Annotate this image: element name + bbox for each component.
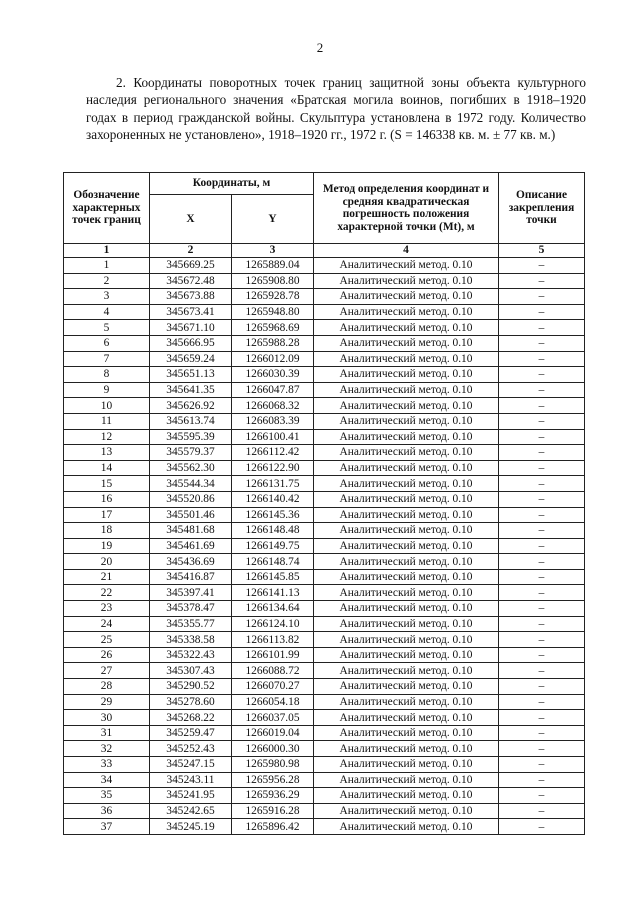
table-row [64,491,585,507]
point-number-cell: 33 [64,757,150,773]
table-row [64,367,585,383]
fixing-description-cell: – [499,320,585,336]
y-coordinate-cell: 1265889.04 [232,258,314,274]
table-row [64,741,585,757]
method-cell: Аналитический метод. 0.10 [314,382,499,398]
method-cell: Аналитический метод. 0.10 [314,460,499,476]
table-row [64,304,585,320]
x-coordinate-cell: 345416.87 [150,569,232,585]
point-number-cell: 23 [64,601,150,617]
method-cell: Аналитический метод. 0.10 [314,273,499,289]
table-row [64,460,585,476]
y-coordinate-cell: 1266054.18 [232,694,314,710]
y-coordinate-cell: 1266019.04 [232,725,314,741]
point-number-cell: 34 [64,772,150,788]
coordinates-header: Координаты, м [150,173,314,195]
y-coordinate-cell: 1266100.41 [232,429,314,445]
fixing-description-cell: – [499,460,585,476]
table-row [64,523,585,539]
method-cell: Аналитический метод. 0.10 [314,367,499,383]
table-row [64,632,585,648]
table-row [64,538,585,554]
point-number-cell: 1 [64,258,150,274]
point-number-cell: 15 [64,476,150,492]
x-coordinate-cell: 345669.25 [150,258,232,274]
x-coordinate-cell: 345671.10 [150,320,232,336]
fixing-description-cell: – [499,741,585,757]
y-coordinate-cell: 1266083.39 [232,413,314,429]
y-coordinate-cell: 1265928.78 [232,289,314,305]
x-coordinate-cell: 345501.46 [150,507,232,523]
method-cell: Аналитический метод. 0.10 [314,335,499,351]
column-number: 1 [64,244,150,258]
y-coordinate-cell: 1266000.30 [232,741,314,757]
point-number-cell: 12 [64,429,150,445]
point-number-cell: 26 [64,647,150,663]
point-number-cell: 11 [64,413,150,429]
table-row [64,819,585,835]
column-number: 4 [314,244,499,258]
table-row [64,569,585,585]
y-coordinate-cell: 1265980.98 [232,757,314,773]
table-row [64,554,585,570]
x-coordinate-cell: 345659.24 [150,351,232,367]
y-coordinate-cell: 1265956.28 [232,772,314,788]
fixing-description-cell: – [499,819,585,835]
point-number-cell: 24 [64,616,150,632]
fixing-description-cell: – [499,772,585,788]
x-coordinate-cell: 345666.95 [150,335,232,351]
x-coordinate-cell: 345338.58 [150,632,232,648]
fixing-description-cell: – [499,679,585,695]
table-row [64,429,585,445]
fixing-description-cell: – [499,632,585,648]
fixing-description-cell: – [499,523,585,539]
fixing-description-cell: – [499,398,585,414]
coordinates-table [63,172,585,835]
method-cell: Аналитический метод. 0.10 [314,445,499,461]
x-coordinate-cell: 345241.95 [150,788,232,804]
table-row [64,710,585,726]
x-coordinate-cell: 345252.43 [150,741,232,757]
y-coordinate-cell: 1266088.72 [232,663,314,679]
y-coordinate-cell: 1266068.32 [232,398,314,414]
point-number-cell: 9 [64,382,150,398]
x-coordinate-cell: 345520.86 [150,491,232,507]
method-cell: Аналитический метод. 0.10 [314,757,499,773]
fixing-description-cell: – [499,803,585,819]
fixing-description-cell: – [499,476,585,492]
column-number: 5 [499,244,585,258]
y-coordinate-cell: 1266141.13 [232,585,314,601]
table-row [64,335,585,351]
y-coordinate-cell: 1266148.48 [232,523,314,539]
fixing-description-cell: – [499,304,585,320]
method-cell: Аналитический метод. 0.10 [314,694,499,710]
y-coordinate-cell: 1266030.39 [232,367,314,383]
point-number-cell: 31 [64,725,150,741]
x-coordinate-cell: 345355.77 [150,616,232,632]
x-coordinate-cell: 345544.34 [150,476,232,492]
method-cell: Аналитический метод. 0.10 [314,538,499,554]
point-number-cell: 10 [64,398,150,414]
section-heading: 2. Координаты поворотных точек границ защитной зоны объекта культурного наследия регионального значения «Братская могила воинов, погибших в 1918–1920 годах в период гражданской войны. Скульптура установлена в 1972 году. Количество захороненных не установлено», 1918–1920 гг., 1972 г. (S = 146338 кв. м. ± 77 кв. м.) [86,75,586,143]
column-number: 2 [150,244,232,258]
point-number-cell: 30 [64,710,150,726]
method-cell: Аналитический метод. 0.10 [314,320,499,336]
table-row [64,694,585,710]
table-row [64,647,585,663]
fixing-description-cell: – [499,710,585,726]
y-coordinate-cell: 1266037.05 [232,710,314,726]
y-coordinate-cell: 1266124.10 [232,616,314,632]
point-number-cell: 19 [64,538,150,554]
table-row [64,398,585,414]
table-row [64,616,585,632]
fixing-description-cell: – [499,445,585,461]
table-row [64,757,585,773]
fixing-description-cell: – [499,569,585,585]
fixing-description-cell: – [499,382,585,398]
method-cell: Аналитический метод. 0.10 [314,476,499,492]
method-cell: Аналитический метод. 0.10 [314,554,499,570]
fixing-description-cell: – [499,289,585,305]
method-cell: Аналитический метод. 0.10 [314,647,499,663]
x-coordinate-cell: 345436.69 [150,554,232,570]
table-row [64,663,585,679]
table-row [64,507,585,523]
x-coordinate-cell: 345673.88 [150,289,232,305]
method-cell: Аналитический метод. 0.10 [314,304,499,320]
point-number-cell: 2 [64,273,150,289]
point-number-cell: 22 [64,585,150,601]
point-number-cell: 32 [64,741,150,757]
x-coordinate-cell: 345461.69 [150,538,232,554]
y-coordinate-cell: 1266047.87 [232,382,314,398]
fixing-description-cell: – [499,258,585,274]
fixing-description-cell: – [499,538,585,554]
method-cell: Аналитический метод. 0.10 [314,351,499,367]
point-number-cell: 6 [64,335,150,351]
method-cell: Аналитический метод. 0.10 [314,585,499,601]
y-coordinate-cell: 1266012.09 [232,351,314,367]
y-coordinate-cell: 1266148.74 [232,554,314,570]
table-row [64,382,585,398]
x-header: X [150,195,232,244]
method-cell: Аналитический метод. 0.10 [314,819,499,835]
fixing-description-cell: – [499,507,585,523]
table-row [64,585,585,601]
point-number-cell: 36 [64,803,150,819]
y-coordinate-cell: 1266113.82 [232,632,314,648]
point-number-cell: 14 [64,460,150,476]
fixing-description-cell: – [499,788,585,804]
x-coordinate-cell: 345307.43 [150,663,232,679]
table-row [64,476,585,492]
y-coordinate-cell: 1266122.90 [232,460,314,476]
fixing-description-cell: – [499,757,585,773]
method-cell: Аналитический метод. 0.10 [314,258,499,274]
table-row [64,320,585,336]
y-coordinate-cell: 1265936.29 [232,788,314,804]
method-cell: Аналитический метод. 0.10 [314,741,499,757]
table-row [64,351,585,367]
y-coordinate-cell: 1265968.69 [232,320,314,336]
x-coordinate-cell: 345673.41 [150,304,232,320]
method-cell: Аналитический метод. 0.10 [314,725,499,741]
y-coordinate-cell: 1266140.42 [232,491,314,507]
page-number: 2 [316,40,324,55]
y-coordinate-cell: 1266145.85 [232,569,314,585]
table-row [64,772,585,788]
fixing-description-cell: – [499,601,585,617]
y-coordinate-cell: 1265896.42 [232,819,314,835]
table-row [64,445,585,461]
x-coordinate-cell: 345397.41 [150,585,232,601]
table-body [64,258,585,835]
x-coordinate-cell: 345245.19 [150,819,232,835]
method-cell: Аналитический метод. 0.10 [314,710,499,726]
y-coordinate-cell: 1266101.99 [232,647,314,663]
x-coordinate-cell: 345613.74 [150,413,232,429]
fixing-description-cell: – [499,663,585,679]
y-coordinate-cell: 1266112.42 [232,445,314,461]
method-header: Метод определения координат и средняя квадратическая погрешность положения характерной точки (Mt), м [314,173,499,244]
x-coordinate-cell: 345243.11 [150,772,232,788]
y-coordinate-cell: 1265908.80 [232,273,314,289]
point-number-cell: 17 [64,507,150,523]
fixing-description-cell: – [499,616,585,632]
point-number-cell: 5 [64,320,150,336]
x-coordinate-cell: 345322.43 [150,647,232,663]
point-number-cell: 16 [64,491,150,507]
y-coordinate-cell: 1266131.75 [232,476,314,492]
table-row [64,413,585,429]
fixing-description-cell: – [499,491,585,507]
method-cell: Аналитический метод. 0.10 [314,413,499,429]
point-designation-header: Обозначение характерных точек границ [64,173,150,244]
method-cell: Аналитический метод. 0.10 [314,788,499,804]
method-cell: Аналитический метод. 0.10 [314,289,499,305]
fixing-description-cell: – [499,429,585,445]
point-number-cell: 27 [64,663,150,679]
point-number-cell: 20 [64,554,150,570]
fixing-description-cell: – [499,694,585,710]
fixing-description-cell: – [499,554,585,570]
x-coordinate-cell: 345641.35 [150,382,232,398]
method-cell: Аналитический метод. 0.10 [314,523,499,539]
table-row [64,803,585,819]
point-number-cell: 4 [64,304,150,320]
point-number-cell: 13 [64,445,150,461]
point-number-cell: 25 [64,632,150,648]
fixing-description-cell: – [499,647,585,663]
point-number-cell: 21 [64,569,150,585]
y-header: Y [232,195,314,244]
fixing-description-cell: – [499,273,585,289]
y-coordinate-cell: 1266070.27 [232,679,314,695]
x-coordinate-cell: 345378.47 [150,601,232,617]
x-coordinate-cell: 345595.39 [150,429,232,445]
fixing-description-header: Описание закрепления точки [499,173,585,244]
x-coordinate-cell: 345579.37 [150,445,232,461]
method-cell: Аналитический метод. 0.10 [314,663,499,679]
method-cell: Аналитический метод. 0.10 [314,616,499,632]
fixing-description-cell: – [499,585,585,601]
point-number-cell: 18 [64,523,150,539]
table-row [64,273,585,289]
table-row [64,679,585,695]
x-coordinate-cell: 345626.92 [150,398,232,414]
x-coordinate-cell: 345268.22 [150,710,232,726]
x-coordinate-cell: 345562.30 [150,460,232,476]
point-number-cell: 3 [64,289,150,305]
x-coordinate-cell: 345290.52 [150,679,232,695]
fixing-description-cell: – [499,351,585,367]
x-coordinate-cell: 345247.15 [150,757,232,773]
y-coordinate-cell: 1266134.64 [232,601,314,617]
y-coordinate-cell: 1266145.36 [232,507,314,523]
method-cell: Аналитический метод. 0.10 [314,601,499,617]
method-cell: Аналитический метод. 0.10 [314,679,499,695]
x-coordinate-cell: 345481.68 [150,523,232,539]
column-number: 3 [232,244,314,258]
x-coordinate-cell: 345672.48 [150,273,232,289]
y-coordinate-cell: 1265916.28 [232,803,314,819]
method-cell: Аналитический метод. 0.10 [314,632,499,648]
point-number-cell: 35 [64,788,150,804]
method-cell: Аналитический метод. 0.10 [314,507,499,523]
x-coordinate-cell: 345278.60 [150,694,232,710]
table-row [64,725,585,741]
fixing-description-cell: – [499,725,585,741]
fixing-description-cell: – [499,413,585,429]
x-coordinate-cell: 345259.47 [150,725,232,741]
point-number-cell: 8 [64,367,150,383]
method-cell: Аналитический метод. 0.10 [314,429,499,445]
method-cell: Аналитический метод. 0.10 [314,398,499,414]
fixing-description-cell: – [499,367,585,383]
table-row [64,289,585,305]
method-cell: Аналитический метод. 0.10 [314,569,499,585]
table-row [64,601,585,617]
point-number-cell: 28 [64,679,150,695]
point-number-cell: 7 [64,351,150,367]
x-coordinate-cell: 345651.13 [150,367,232,383]
x-coordinate-cell: 345242.65 [150,803,232,819]
y-coordinate-cell: 1266149.75 [232,538,314,554]
method-cell: Аналитический метод. 0.10 [314,772,499,788]
fixing-description-cell: – [499,335,585,351]
table-row [64,788,585,804]
point-number-cell: 29 [64,694,150,710]
point-number-cell: 37 [64,819,150,835]
y-coordinate-cell: 1265948.80 [232,304,314,320]
method-cell: Аналитический метод. 0.10 [314,491,499,507]
y-coordinate-cell: 1265988.28 [232,335,314,351]
method-cell: Аналитический метод. 0.10 [314,803,499,819]
table-row [64,258,585,274]
